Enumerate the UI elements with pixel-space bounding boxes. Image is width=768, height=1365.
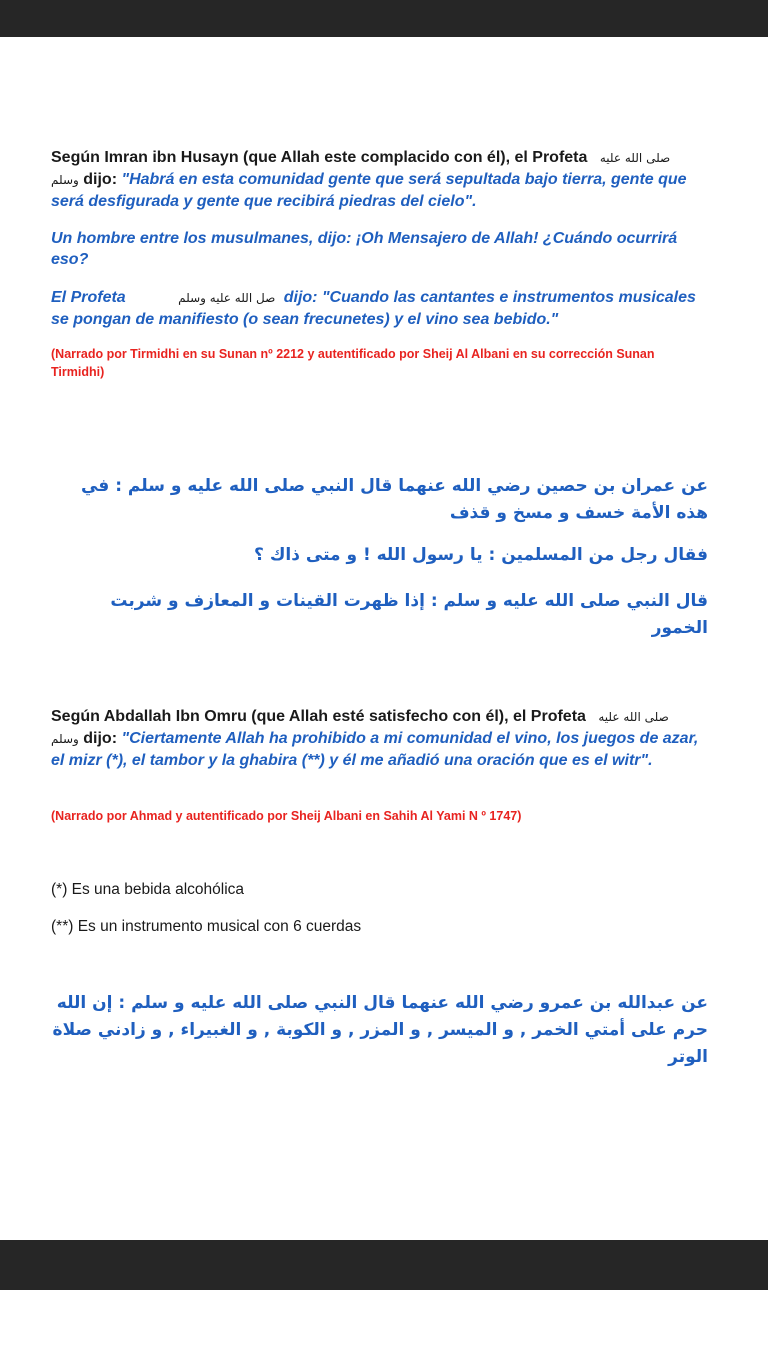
hadith1-answer-quote: "Cuando las cantantes e instrumentos musicales se pongan de manifiesto (o sean frecunetes) y el vino sea bebido." [51, 289, 696, 328]
bottom-bar [0, 1240, 768, 1290]
hadith2-note-1: (*) Es una bebida alcohólica [51, 881, 245, 898]
hadith2-source: (Narrado por Ahmad y autentificado por Sheij Albani en Sahih Al Yami N º 1747) [51, 809, 522, 823]
hadith1-answer-dijo: dijo: [283, 289, 318, 306]
hadith1-salawat-a: صلى الله عليه [599, 151, 671, 165]
hadith1-dijo: dijo: [83, 171, 118, 188]
hadith1-salawat-b: وسلم [51, 173, 79, 187]
hadith2-salawat-b: وسلم [51, 732, 79, 746]
bottom-blank [0, 1290, 768, 1365]
hadith2-note-2: (**) Es un instrumento musical con 6 cuerdas [51, 918, 362, 935]
hadith1-arabic-2: فقال رجل من المسلمين : يا رسول الله ! و متى ذاك ؟ [254, 545, 708, 565]
hadith2-arabic-1: عن عبدالله بن عمرو رضي الله عنهما قال النبي صلى الله عليه و سلم : إن الله حرم على أمتي الخمر , و الميسر , و المزر , و الكوبة , و الغبيراء , و زادني صلاة الوتر [52, 993, 708, 1067]
hadith2-dijo: dijo: [83, 730, 118, 747]
hadith1-question: Un hombre entre los musulmanes, dijo: ¡Oh Mensajero de Allah! ¿Cuándo ocurrirá eso? [51, 230, 678, 268]
hadith1-arabic-3: قال النبي صلى الله عليه و سلم : إذا ظهرت القينات و المعازف و شربت الخمور [110, 591, 708, 638]
hadith2-salawat-a: صلى الله عليه [598, 710, 669, 724]
hadith1-source: (Narrado por Tirmidhi en su Sunan nº 2212 y autentificado por Sheij Al Albani en su corrección Sunan Tirmidhi) [51, 347, 655, 379]
document-page [0, 37, 768, 1240]
hadith1-quote: "Habrá en esta comunidad gente que será sepultada bajo tierra, gente que será desfigurada y gente que recibirá piedras del cielo". [51, 171, 687, 210]
hadith1-arabic-1: عن عمران بن حصين رضي الله عنهما قال النبي صلى الله عليه و سلم : في هذه الأمة خسف و مسخ و قذف [80, 476, 708, 523]
hadith1-intro: Según Imran ibn Husayn (que Allah este complacido con él), el Profeta [51, 149, 588, 166]
hadith1-intro-paragraph [51, 147, 711, 212]
hadith1-answer-salawat: صل الله عليه وسلم [178, 291, 276, 305]
hadith2-quote: "Ciertamente Allah ha prohibido a mi comunidad el vino, los juegos de azar, el mizr (*), el tambor y la ghabira (**) y él me añadió una oración que es el witr". [51, 730, 699, 769]
hadith2-intro: Según Abdallah Ibn Omru (que Allah esté satisfecho con él), el Profeta [51, 708, 586, 725]
hadith2-intro-paragraph [51, 706, 711, 771]
hadith1-answer-paragraph [51, 287, 711, 330]
top-bar [0, 0, 768, 37]
hadith1-answer-prefix: El Profeta [51, 289, 126, 306]
